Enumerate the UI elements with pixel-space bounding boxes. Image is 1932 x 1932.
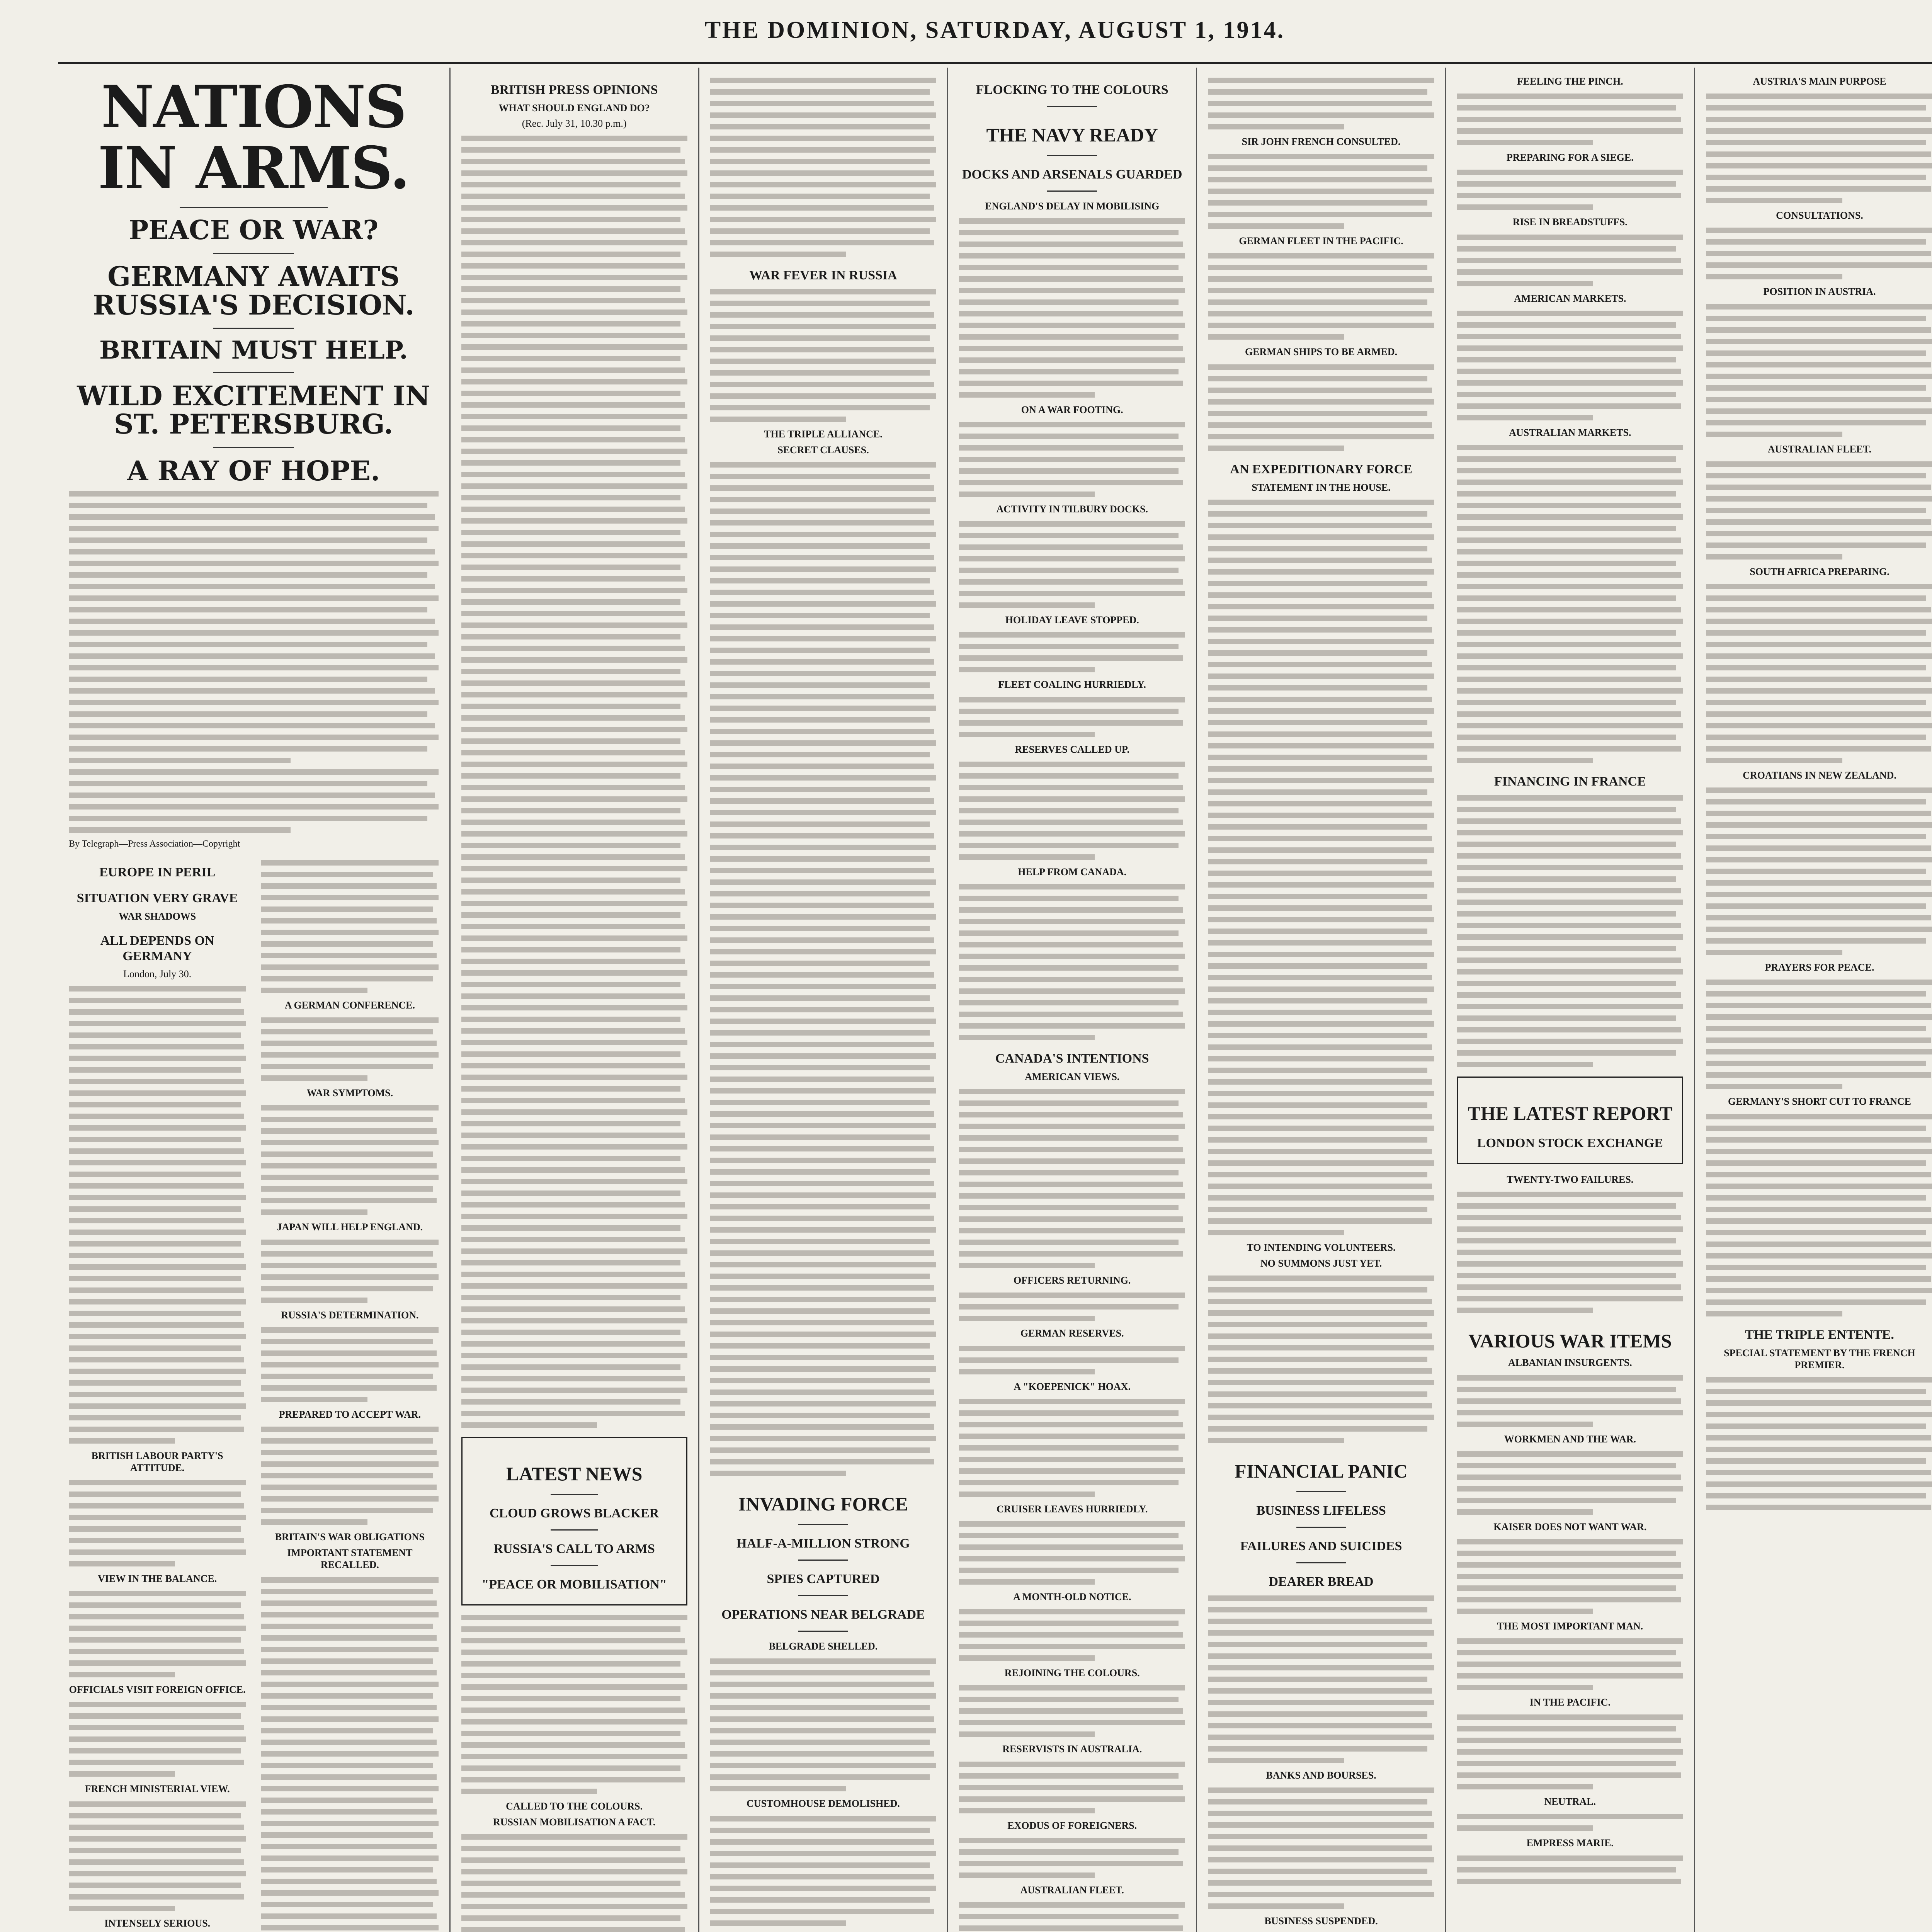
sub-head: NO SUMMONS JUST YET. — [1260, 1258, 1382, 1269]
sub-head: AMERICAN MARKETS. — [1514, 293, 1626, 304]
column-1-split — [69, 854, 439, 1932]
section-head: "PEACE OR MOBILISATION" — [481, 1577, 667, 1592]
article-text — [261, 860, 438, 993]
divider — [1047, 190, 1097, 192]
divider — [213, 372, 294, 373]
article-text — [69, 1702, 246, 1777]
article-text — [1706, 461, 1932, 560]
article-text — [959, 1838, 1185, 1878]
headline-peace-or-war: PEACE OR WAR? — [129, 215, 379, 246]
article-text — [959, 1902, 1185, 1932]
sub-head: AMERICAN VIEWS. — [1025, 1071, 1120, 1083]
press-credit: By Telegraph—Press Association—Copyright — [69, 839, 240, 849]
section-head: BUSINESS LIFELESS — [1256, 1503, 1386, 1518]
section-head: DEARER BREAD — [1269, 1574, 1374, 1589]
sub-head: GERMANY'S SHORT CUT TO FRANCE — [1728, 1096, 1911, 1107]
article-text — [1457, 1451, 1683, 1515]
section-head: SPIES CAPTURED — [767, 1572, 880, 1587]
column-5 — [1197, 68, 1446, 1932]
article-text — [710, 462, 936, 1476]
column-6 — [1446, 68, 1695, 1932]
sub-head: SIR JOHN FRENCH CONSULTED. — [1242, 136, 1401, 147]
section-head: LONDON STOCK EXCHANGE — [1477, 1136, 1663, 1150]
sub-head: RISE IN BREADSTUFFS. — [1512, 216, 1628, 228]
article-text — [1457, 170, 1683, 210]
sub-head: FEELING THE PINCH. — [1517, 76, 1623, 87]
article-text — [1706, 584, 1932, 763]
article-text — [1457, 1375, 1683, 1427]
columns — [58, 68, 1932, 1932]
main-headline: NATIONS IN ARMS. — [98, 73, 410, 202]
section-head: AN EXPEDITIONARY FORCE — [1230, 462, 1412, 476]
article-text — [1457, 1192, 1683, 1313]
sub-head: GERMAN RESERVES. — [1020, 1328, 1124, 1339]
divider — [798, 1560, 848, 1561]
section-head: DOCKS AND ARSENALS GUARDED — [962, 167, 1182, 182]
sub-head: IN THE PACIFIC. — [1529, 1697, 1611, 1708]
section-head: THE LATEST REPORT — [1468, 1102, 1673, 1124]
article-text — [710, 1816, 936, 1926]
headline-wild-excitement: WILD EXCITEMENT IN ST. PETERSBURG. — [77, 379, 430, 440]
section-head: CANADA'S INTENTIONS — [995, 1051, 1149, 1066]
article-text — [959, 632, 1185, 672]
sub-head: A GERMAN CONFERENCE. — [284, 1000, 415, 1011]
sub-head: WAR SYMPTOMS. — [306, 1087, 393, 1099]
article-text — [261, 1577, 438, 1932]
sub-head: RESERVES CALLED UP. — [1015, 743, 1129, 755]
article-text — [959, 884, 1185, 1040]
section-head: EUROPE IN PERIL — [99, 865, 216, 880]
section-head: OPERATIONS NEAR BELGRADE — [721, 1607, 925, 1622]
article-text — [959, 1346, 1185, 1374]
sub-head: STATEMENT IN THE HOUSE. — [1252, 481, 1391, 493]
article-text — [1208, 1276, 1434, 1443]
column-1-right — [261, 854, 438, 1932]
sub-head: CONSULTATIONS. — [1776, 210, 1863, 221]
sub-head: BUSINESS SUSPENDED. — [1264, 1915, 1378, 1927]
sub-head: BELGRADE SHELLED. — [769, 1641, 878, 1652]
article-text — [461, 136, 687, 1428]
article-text — [69, 1801, 246, 1911]
sub-head: AUSTRIA'S MAIN PURPOSE — [1753, 76, 1886, 87]
sub-head: BANKS AND BOURSES. — [1266, 1770, 1376, 1781]
article-text — [1706, 787, 1932, 955]
article-text — [1457, 1714, 1683, 1789]
sub-head: CROATIANS IN NEW ZEALAND. — [1743, 769, 1896, 781]
article-text — [1208, 1787, 1434, 1909]
sub-head: BRITISH LABOUR PARTY'S ATTITUDE. — [91, 1450, 223, 1473]
latest-news-box — [461, 1437, 687, 1605]
headline-ray-of-hope: A RAY OF HOPE. — [127, 454, 380, 487]
article-text — [959, 1399, 1185, 1497]
masthead-title: THE DOMINION, SATURDAY, AUGUST 1, 1914. — [704, 17, 1285, 43]
sub-head: WHAT SHOULD ENGLAND DO? — [498, 102, 650, 114]
sub-head: SPECIAL STATEMENT BY THE FRENCH PREMIER. — [1724, 1347, 1915, 1371]
article-text — [959, 1089, 1185, 1268]
article-text — [1706, 980, 1932, 1089]
article-text — [461, 1615, 687, 1794]
article-text — [1457, 445, 1683, 763]
section-head: BRITISH PRESS OPINIONS — [490, 83, 658, 97]
sub-head: A "KOEPENICK" HOAX. — [1014, 1381, 1131, 1392]
article-text — [69, 1591, 246, 1677]
sub-head: KAISER DOES NOT WANT WAR. — [1493, 1521, 1647, 1532]
article-text — [261, 1240, 438, 1303]
section-head: ALL DEPENDS ON GERMANY — [100, 934, 214, 963]
article-text — [1706, 1377, 1932, 1510]
section-head: FLOCKING TO THE COLOURS — [976, 83, 1168, 97]
sub-head: PREPARING FOR A SIEGE. — [1506, 152, 1634, 163]
article-text — [1208, 154, 1434, 229]
divider — [551, 1565, 598, 1566]
article-text — [1208, 253, 1434, 340]
article-text — [1457, 311, 1683, 420]
sub-head: NEUTRAL. — [1544, 1796, 1596, 1808]
section-head: SITUATION VERY GRAVE — [77, 891, 238, 906]
article-text — [710, 1658, 936, 1791]
article-text — [1457, 1814, 1683, 1831]
sub-head: TWENTY-TWO FAILURES. — [1507, 1173, 1634, 1185]
section-head: FAILURES AND SUICIDES — [1240, 1539, 1402, 1553]
sub-head: RESERVISTS IN AUSTRALIA. — [1002, 1743, 1142, 1755]
headline-britain-must-help: BRITAIN MUST HELP. — [99, 336, 408, 365]
section-head: FINANCING IN FRANCE — [1494, 774, 1646, 789]
article-text — [1706, 304, 1932, 437]
sub-head: AUSTRALIAN FLEET. — [1020, 1884, 1124, 1896]
sub-head: INTENSELY SERIOUS. — [104, 1917, 211, 1929]
section-head: THE NAVY READY — [986, 124, 1158, 146]
article-text — [959, 762, 1185, 860]
article-text — [1457, 235, 1683, 286]
article-text — [1457, 795, 1683, 1067]
sub-head: ENGLAND'S DELAY IN MOBILISING — [985, 200, 1160, 212]
sub-head: CALLED TO THE COLOURS. — [506, 1801, 643, 1812]
sub-head: IMPORTANT STATEMENT RECALLED. — [287, 1547, 413, 1571]
article-text — [69, 1480, 246, 1566]
divider — [1296, 1562, 1346, 1563]
article-text — [959, 218, 1185, 398]
sub-head: WAR SHADOWS — [119, 911, 196, 922]
sub-head: ON A WAR FOOTING. — [1021, 404, 1123, 415]
article-text — [1208, 500, 1434, 1235]
divider — [1296, 1527, 1346, 1528]
sub-head: POSITION IN AUSTRIA. — [1763, 286, 1876, 298]
sub-head: PREPARED TO ACCEPT WAR. — [279, 1408, 421, 1420]
article-text — [1457, 1855, 1683, 1884]
article-text — [710, 289, 936, 422]
sub-head: SECRET CLAUSES. — [777, 444, 869, 456]
divider — [798, 1524, 848, 1525]
article-text — [959, 1762, 1185, 1813]
section-head: RUSSIA'S CALL TO ARMS — [493, 1541, 655, 1556]
article-text — [959, 1609, 1185, 1661]
sub-head: GERMAN SHIPS TO BE ARMED. — [1245, 346, 1398, 358]
article-text — [261, 1017, 438, 1081]
section-head: VARIOUS WAR ITEMS — [1468, 1330, 1672, 1352]
article-text — [1208, 78, 1434, 129]
article-text — [261, 1105, 438, 1215]
dateline: London, July 30. — [123, 968, 192, 980]
section-head: FINANCIAL PANIC — [1235, 1460, 1408, 1482]
sub-head: EXODUS OF FOREIGNERS. — [1007, 1820, 1137, 1831]
article-text — [69, 491, 439, 833]
sub-head: BRITAIN'S WAR OBLIGATIONS — [275, 1531, 425, 1543]
article-text — [1457, 1638, 1683, 1690]
column-7 — [1695, 68, 1932, 1932]
sub-head: FLEET COALING HURRIEDLY. — [998, 679, 1146, 690]
article-text — [959, 1293, 1185, 1321]
article-text — [1208, 364, 1434, 451]
sub-head: OFFICERS RETURNING. — [1014, 1275, 1131, 1286]
latest-report-box — [1457, 1077, 1683, 1164]
article-text — [959, 521, 1185, 608]
sub-head: GERMAN FLEET IN THE PACIFIC. — [1239, 235, 1403, 247]
article-text — [959, 1685, 1185, 1737]
column-1-left — [69, 854, 246, 1932]
sub-head: JAPAN WILL HELP ENGLAND. — [277, 1221, 423, 1233]
sub-head: HOLIDAY LEAVE STOPPED. — [1005, 614, 1139, 626]
sub-head: OFFICIALS VISIT FOREIGN OFFICE. — [69, 1684, 246, 1696]
column-2 — [451, 68, 699, 1932]
section-head: THE TRIPLE ENTENTE. — [1745, 1327, 1894, 1342]
sub-head: AUSTRALIAN MARKETS. — [1509, 427, 1631, 438]
divider — [1296, 1491, 1346, 1492]
article-text — [461, 1834, 687, 1932]
sub-head: REJOINING THE COLOURS. — [1004, 1667, 1140, 1679]
sub-head: WORKMEN AND THE WAR. — [1504, 1433, 1636, 1445]
sub-head: AUSTRALIAN FLEET. — [1767, 443, 1872, 455]
section-head: INVADING FORCE — [738, 1493, 908, 1515]
section-head: CLOUD GROWS BLACKER — [490, 1506, 659, 1520]
sub-head: ALBANIAN INSURGENTS. — [1508, 1357, 1632, 1369]
sub-head: RUSSIA'S DETERMINATION. — [281, 1309, 419, 1321]
masthead — [58, 15, 1932, 64]
divider — [551, 1494, 598, 1495]
sub-head: SOUTH AFRICA PREPARING. — [1750, 566, 1889, 577]
sub-head: THE MOST IMPORTANT MAN. — [1497, 1620, 1643, 1632]
headline-germany-awaits: GERMANY AWAITS RUSSIA'S DECISION. — [92, 260, 415, 321]
article-text — [261, 1327, 438, 1402]
divider — [1047, 155, 1097, 156]
article-text — [959, 697, 1185, 737]
article-text — [1706, 1114, 1932, 1316]
article-text — [710, 78, 936, 257]
section-head: WAR FEVER IN RUSSIA — [749, 268, 897, 282]
section-head: LATEST NEWS — [506, 1463, 643, 1485]
column-4 — [948, 68, 1197, 1932]
article-text — [1706, 228, 1932, 279]
article-text — [261, 1427, 438, 1525]
article-text — [1457, 1539, 1683, 1614]
sub-head: CRUISER LEAVES HURRIEDLY. — [997, 1503, 1148, 1515]
divider — [1047, 106, 1097, 107]
article-text — [1706, 94, 1932, 203]
sub-head: EMPRESS MARIE. — [1526, 1837, 1614, 1849]
section-head: HALF-A-MILLION STRONG — [736, 1536, 910, 1551]
article-text — [959, 1521, 1185, 1585]
sub-head: ACTIVITY IN TILBURY DOCKS. — [996, 503, 1148, 515]
sub-head: RUSSIAN MOBILISATION A FACT. — [493, 1816, 656, 1828]
sub-head: VIEW IN THE BALANCE. — [98, 1573, 217, 1585]
dateline: (Rec. July 31, 10.30 p.m.) — [522, 118, 627, 129]
divider — [180, 207, 328, 208]
sub-head: TO INTENDING VOLUNTEERS. — [1247, 1242, 1396, 1253]
divider — [213, 328, 294, 329]
sub-head: HELP FROM CANADA. — [1018, 866, 1127, 878]
divider — [213, 447, 294, 448]
sub-head: CUSTOMHOUSE DEMOLISHED. — [747, 1798, 900, 1810]
divider — [798, 1631, 848, 1632]
divider — [798, 1595, 848, 1596]
column-1 — [58, 68, 451, 1932]
divider — [551, 1529, 598, 1531]
article-text — [1457, 94, 1683, 145]
article-text — [69, 986, 246, 1444]
article-text — [1208, 1595, 1434, 1763]
sub-head: PRAYERS FOR PEACE. — [1765, 962, 1874, 973]
sub-head: FRENCH MINISTERIAL VIEW. — [85, 1783, 230, 1795]
column-3 — [699, 68, 948, 1932]
divider — [213, 253, 294, 254]
sub-head: A MONTH-OLD NOTICE. — [1013, 1591, 1131, 1603]
article-text — [959, 422, 1185, 497]
sub-head: THE TRIPLE ALLIANCE. — [764, 429, 883, 440]
